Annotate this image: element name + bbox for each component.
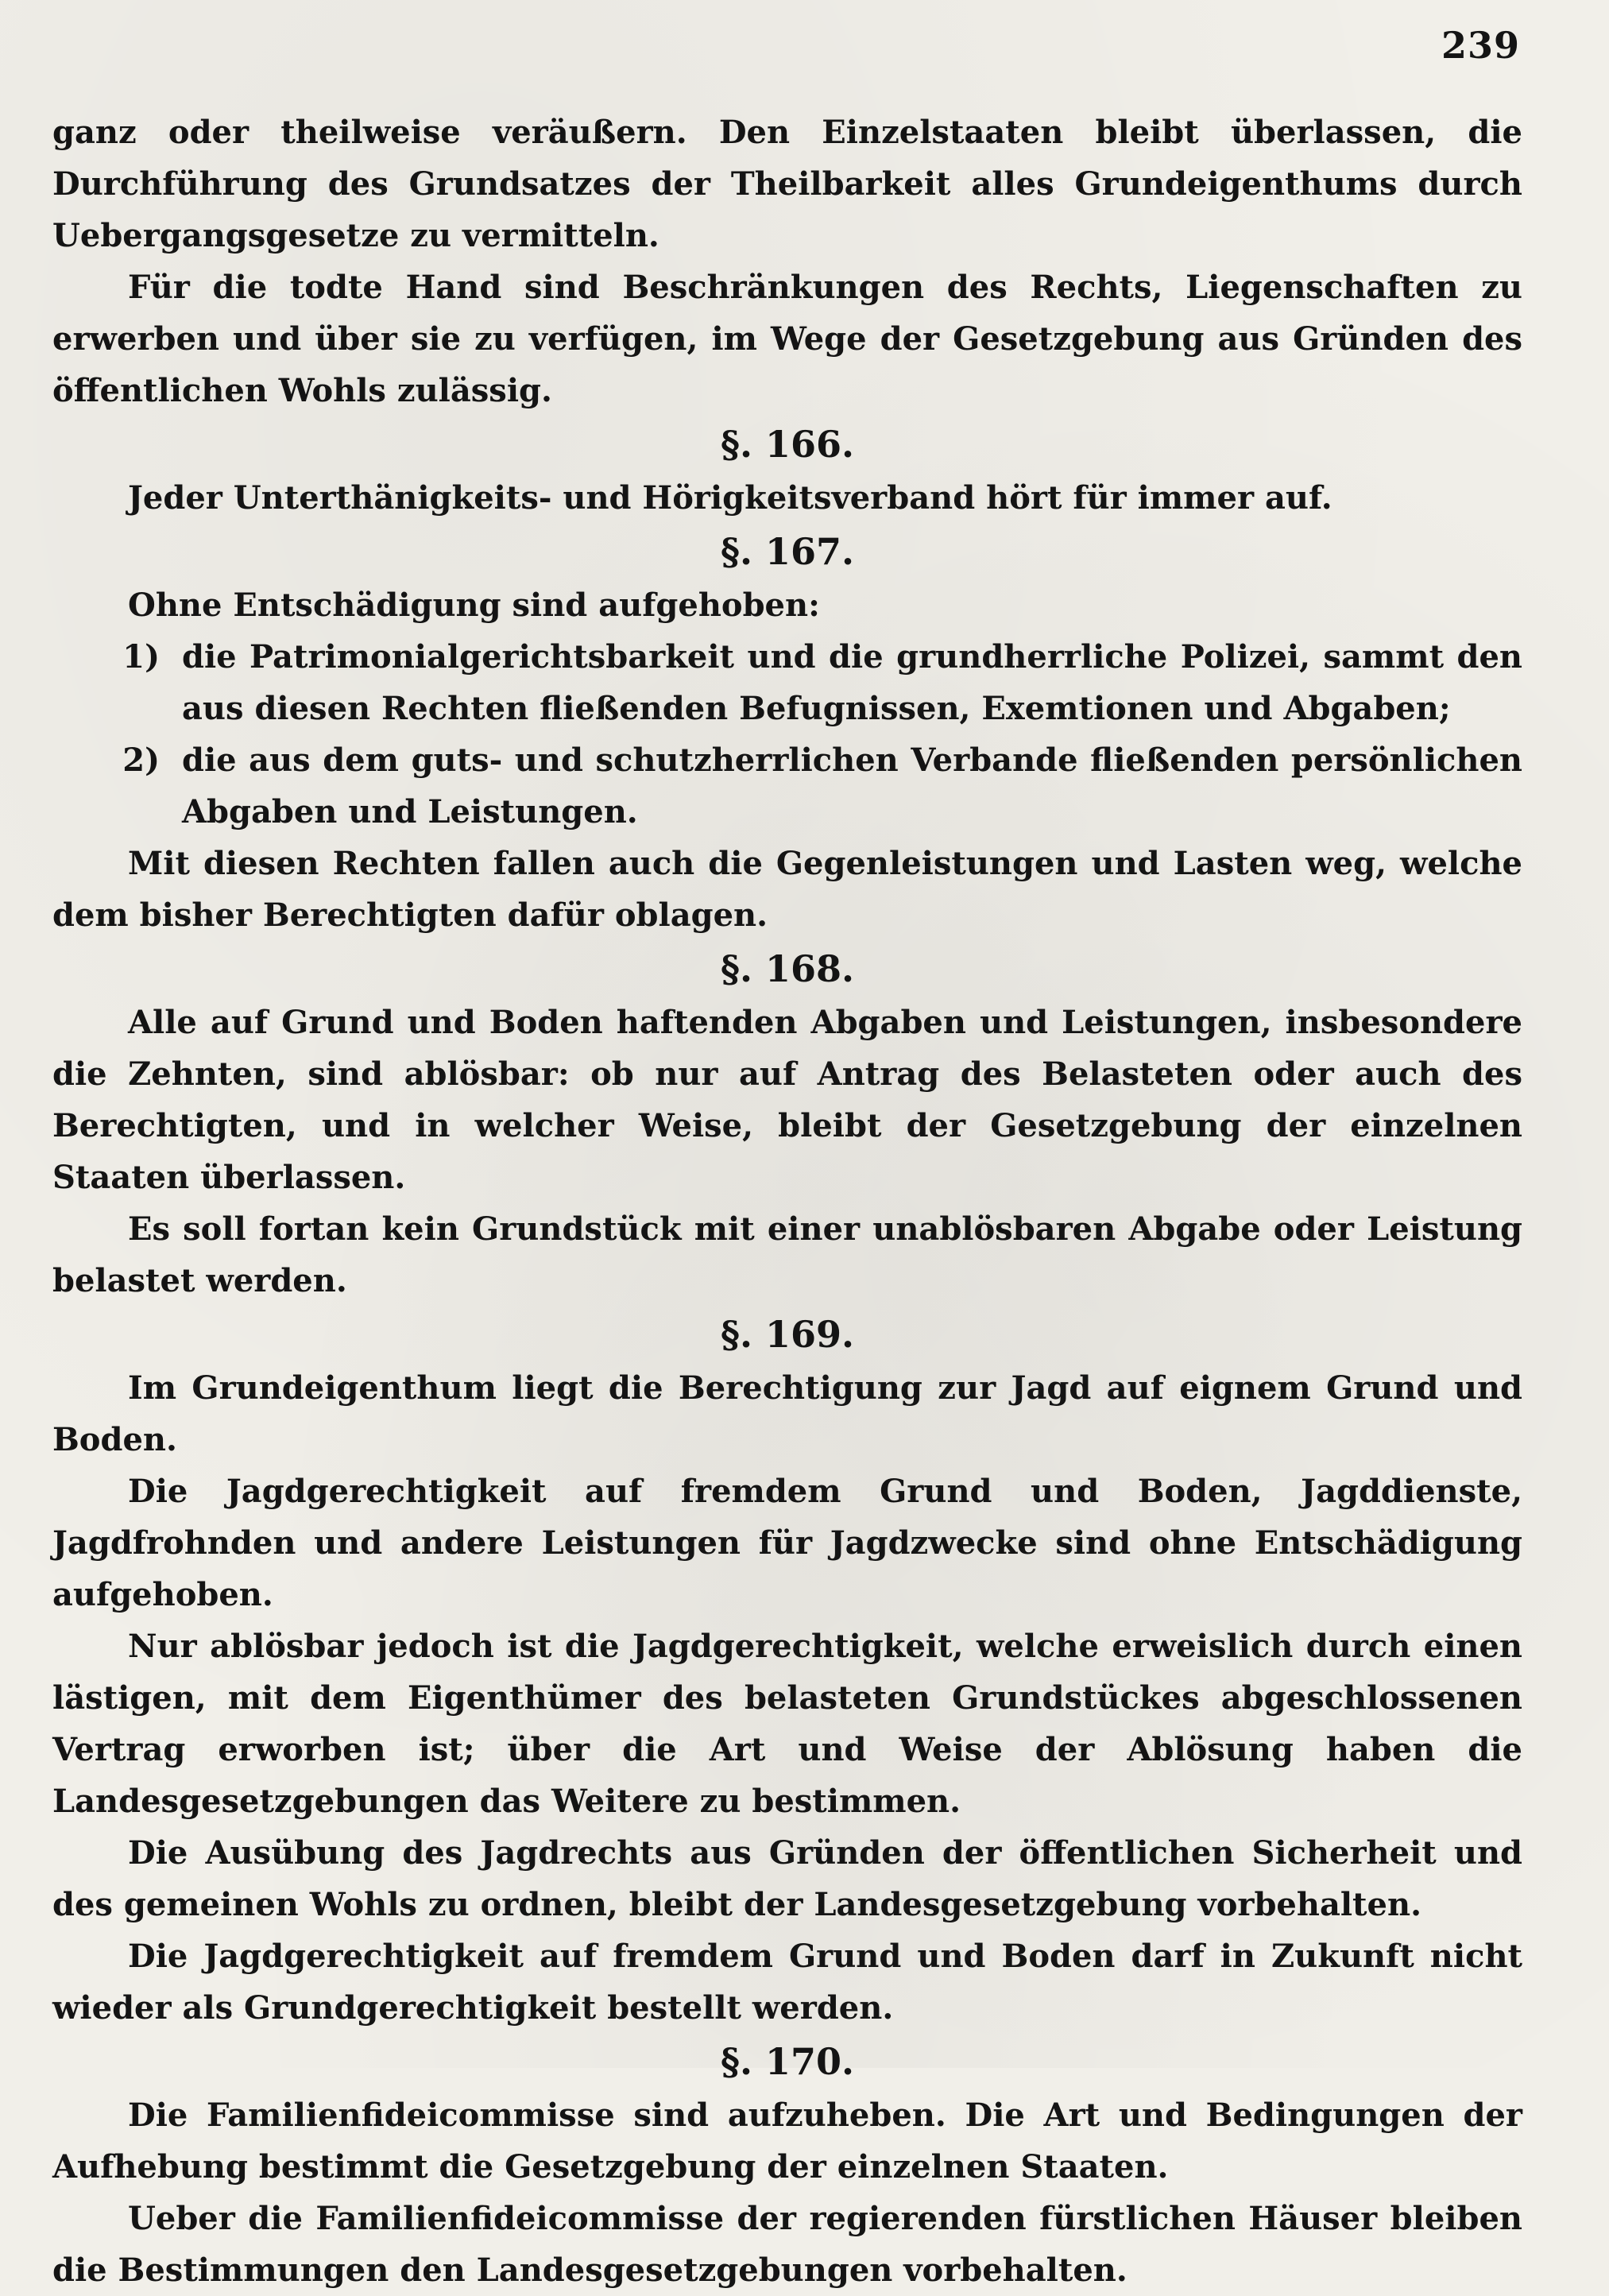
section-heading-167: §. 167. — [720, 530, 855, 573]
section-heading-170: §. 170. — [720, 2040, 855, 2083]
paragraph: Jeder Unterthänigkeits- und Hörigkeitsverband hört für immer auf. — [128, 479, 1332, 517]
paragraph: Ueber die Familienfideicommisse der regierenden fürstlichen Häuser bleiben die Bestimmungen den Landesgesetzgebungen vorbehalten. — [52, 2200, 1522, 2289]
paragraph: Ohne Entschädigung sind aufgehoben: — [128, 587, 820, 624]
paragraph: Alle auf Grund und Boden haftenden Abgaben und Leistungen, insbesondere die Zehnten, sind ablösbar: ob nur auf Antrag des Belasteten oder auch des Berechtigten, und in welcher Weise, bleibt der Gesetzgebung der einzelnen Staaten überlassen. — [52, 1004, 1522, 1196]
list-item-number: 1) — [122, 638, 160, 676]
section-heading-166: §. 166. — [720, 423, 855, 466]
list-item — [52, 734, 1522, 838]
paragraph: Mit diesen Rechten fallen auch die Gegenleistungen und Lasten weg, welche dem bisher Berechtigten dafür oblagen. — [52, 845, 1522, 934]
paragraph: Die Familienfideicommisse sind aufzuheben. Die Art und Bedingungen der Aufhebung bestimmt die Gesetzgebung der einzelnen Staaten. — [52, 2097, 1522, 2186]
paragraph: Im Grundeigenthum liegt die Berechtigung zur Jagd auf eignem Grund und Boden. — [52, 1369, 1522, 1458]
paragraph: Die Jagdgerechtigkeit auf fremdem Grund und Boden, Jagddienste, Jagdfrohnden und andere Leistungen für Jagdzwecke sind ohne Entschädigung aufgehoben. — [52, 1473, 1522, 1613]
list-item-number: 2) — [122, 741, 160, 779]
paragraph: Die Ausübung des Jagdrechts aus Gründen der öffentlichen Sicherheit und des gemeinen Wohls zu ordnen, bleibt der Landesgesetzgebung vorbehalten. — [52, 1834, 1522, 1923]
paragraph: Die Jagdgerechtigkeit auf fremdem Grund und Boden darf in Zukunft nicht wieder als Grundgerechtigkeit bestellt werden. — [52, 1938, 1522, 2027]
list-item-text: die Patrimonialgerichtsbarkeit und die grundherrliche Polizei, sammt den aus diesen Rechten fließenden Befugnissen, Exemtionen und Abgaben; — [182, 638, 1522, 727]
paragraph: ganz oder theilweise veräußern. Den Einzelstaaten bleibt überlassen, die Durchführung des Grundsatzes der Theilbarkeit alles Grundeigenthums durch Uebergangsgesetze zu vermitteln. — [52, 114, 1522, 254]
paragraph: Es soll fortan kein Grundstück mit einer unablösbaren Abgabe oder Leistung belastet werden. — [52, 1210, 1522, 1299]
list-item-text: die aus dem guts- und schutzherrlichen Verbande fließenden persönlichen Abgaben und Leistungen. — [182, 741, 1522, 831]
paragraph: Für die todte Hand sind Beschränkungen des Rechts, Liegenschaften zu erwerben und über sie zu verfügen, im Wege der Gesetzgebung aus Gründen des öffentlichen Wohls zulässig. — [52, 269, 1522, 409]
section-heading-169: §. 169. — [720, 1313, 855, 1356]
page-number: 239 — [1441, 24, 1520, 67]
list-item — [52, 631, 1522, 734]
body-text — [52, 106, 1522, 2296]
section-heading-168: §. 168. — [720, 947, 855, 990]
paragraph: Nur ablösbar jedoch ist die Jagdgerechtigkeit, welche erweislich durch einen lästigen, mit dem Eigenthümer des belasteten Grundstückes abgeschlossenen Vertrag erworben ist; über die Art und Weise der Ablösung haben die Landesgesetzgebungen das Weitere zu bestimmen. — [52, 1628, 1522, 1820]
